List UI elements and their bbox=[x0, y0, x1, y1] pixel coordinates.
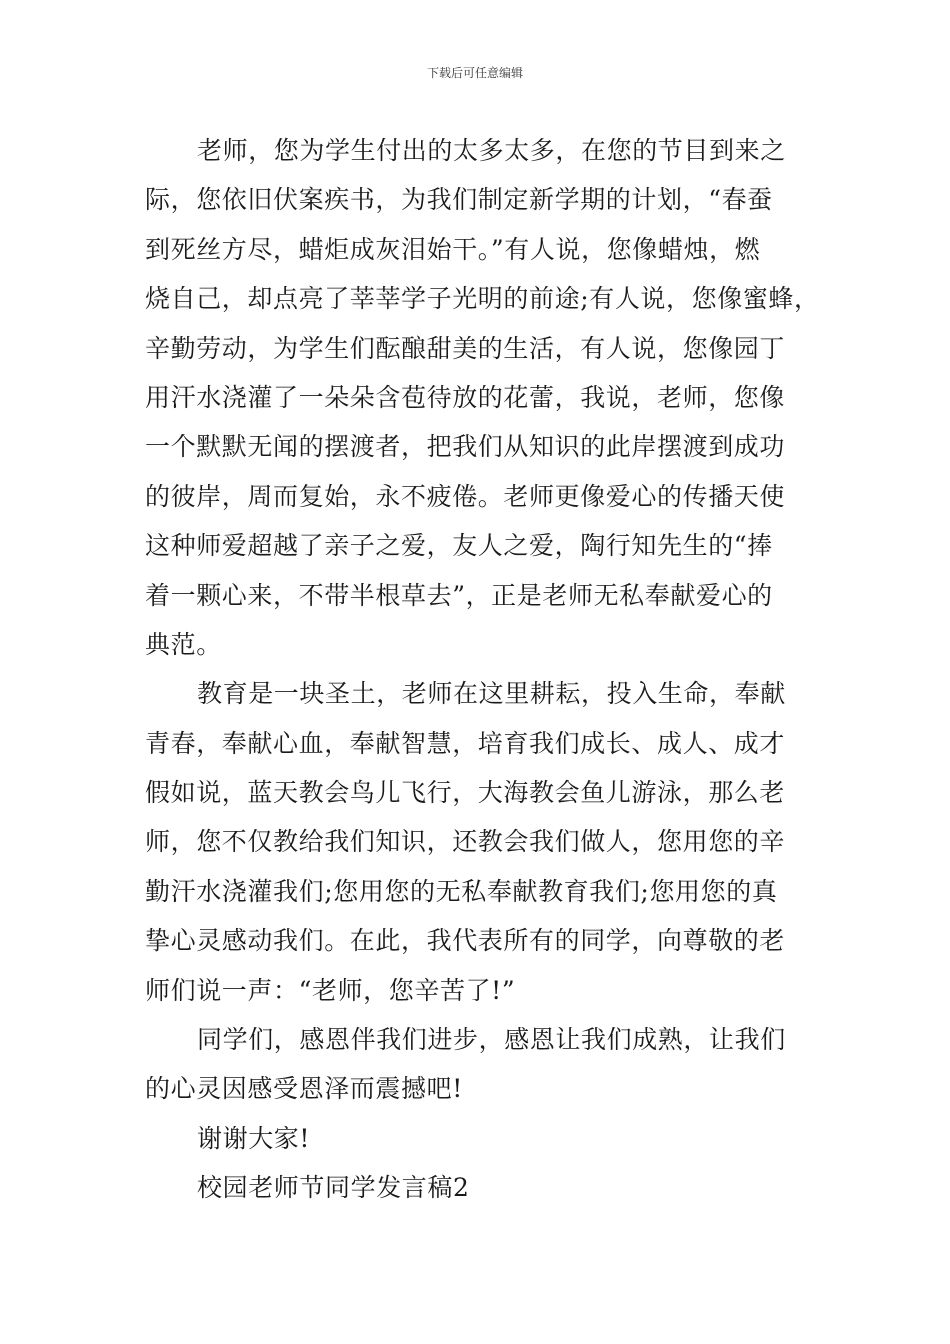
paragraph-3 bbox=[145, 1015, 810, 1114]
section-title bbox=[145, 1163, 810, 1212]
text-line: 的心灵因感受恩泽而震撼吧! bbox=[145, 1074, 463, 1104]
paragraph-4 bbox=[145, 1114, 810, 1163]
text-line: 教育是一块圣土，老师在这里耕耘，投入生命，奉献 bbox=[197, 679, 786, 709]
text-line: 挚心灵感动我们。在此，我代表所有的同学，向尊敬的老 bbox=[145, 926, 786, 956]
text-line: 际，您依旧伏案疾书，为我们制定新学期的计划，“春蚕 bbox=[145, 185, 773, 215]
document-body bbox=[145, 126, 820, 1213]
text-line: 师们说一声：“老师，您辛苦了!” bbox=[145, 975, 516, 1005]
text-line: 假如说，蓝天教会鸟儿飞行，大海教会鱼儿游泳，那么老 bbox=[145, 778, 786, 808]
paragraph-1 bbox=[145, 126, 820, 669]
text-line: 一个默默无闻的摆渡者，把我们从知识的此岸摆渡到成功 bbox=[145, 432, 786, 462]
text-line: 的彼岸，周而复始，永不疲倦。老师更像爱心的传播天使 bbox=[145, 481, 786, 511]
text-line: 用汗水浇灌了一朵朵含苞待放的花蕾，我说，老师，您像 bbox=[145, 382, 786, 412]
text-line: 青春，奉献心血，奉献智慧，培育我们成长、成人、成才 bbox=[145, 728, 786, 758]
text-line: 辛勤劳动，为学生们酝酿甜美的生活，有人说，您像园丁 bbox=[145, 333, 786, 363]
paragraph-2 bbox=[145, 669, 810, 1015]
text-line: 谢谢大家! bbox=[197, 1123, 311, 1153]
text-line: 勤汗水浇灌我们;您用您的无私奉献教育我们;您用您的真 bbox=[145, 876, 778, 906]
text-line: 师，您不仅教给我们知识，还教会我们做人，您用您的辛 bbox=[145, 827, 786, 857]
text-line: 典范。 bbox=[145, 629, 222, 659]
page-header: 下载后可任意编辑 bbox=[426, 66, 523, 80]
text-line: 同学们，感恩伴我们进步，感恩让我们成熟，让我们 bbox=[197, 1025, 786, 1055]
text-line: 到死丝方尽，蜡炬成灰泪始干。”有人说，您像蜡烛，燃 bbox=[145, 234, 761, 264]
text-line: 烧自己，却点亮了莘莘学子光明的前途;有人说，您像蜜蜂， bbox=[145, 284, 820, 314]
text-line: 校园老师节同学发言稿2 bbox=[197, 1173, 470, 1203]
text-line: 这种师爱超越了亲子之爱，友人之爱，陶行知先生的“捧 bbox=[145, 531, 773, 561]
text-line: 着一颗心来，不带半根草去”，正是老师无私奉献爱心的 bbox=[145, 580, 773, 610]
text-line: 老师，您为学生付出的太多太多，在您的节目到来之 bbox=[197, 136, 786, 165]
